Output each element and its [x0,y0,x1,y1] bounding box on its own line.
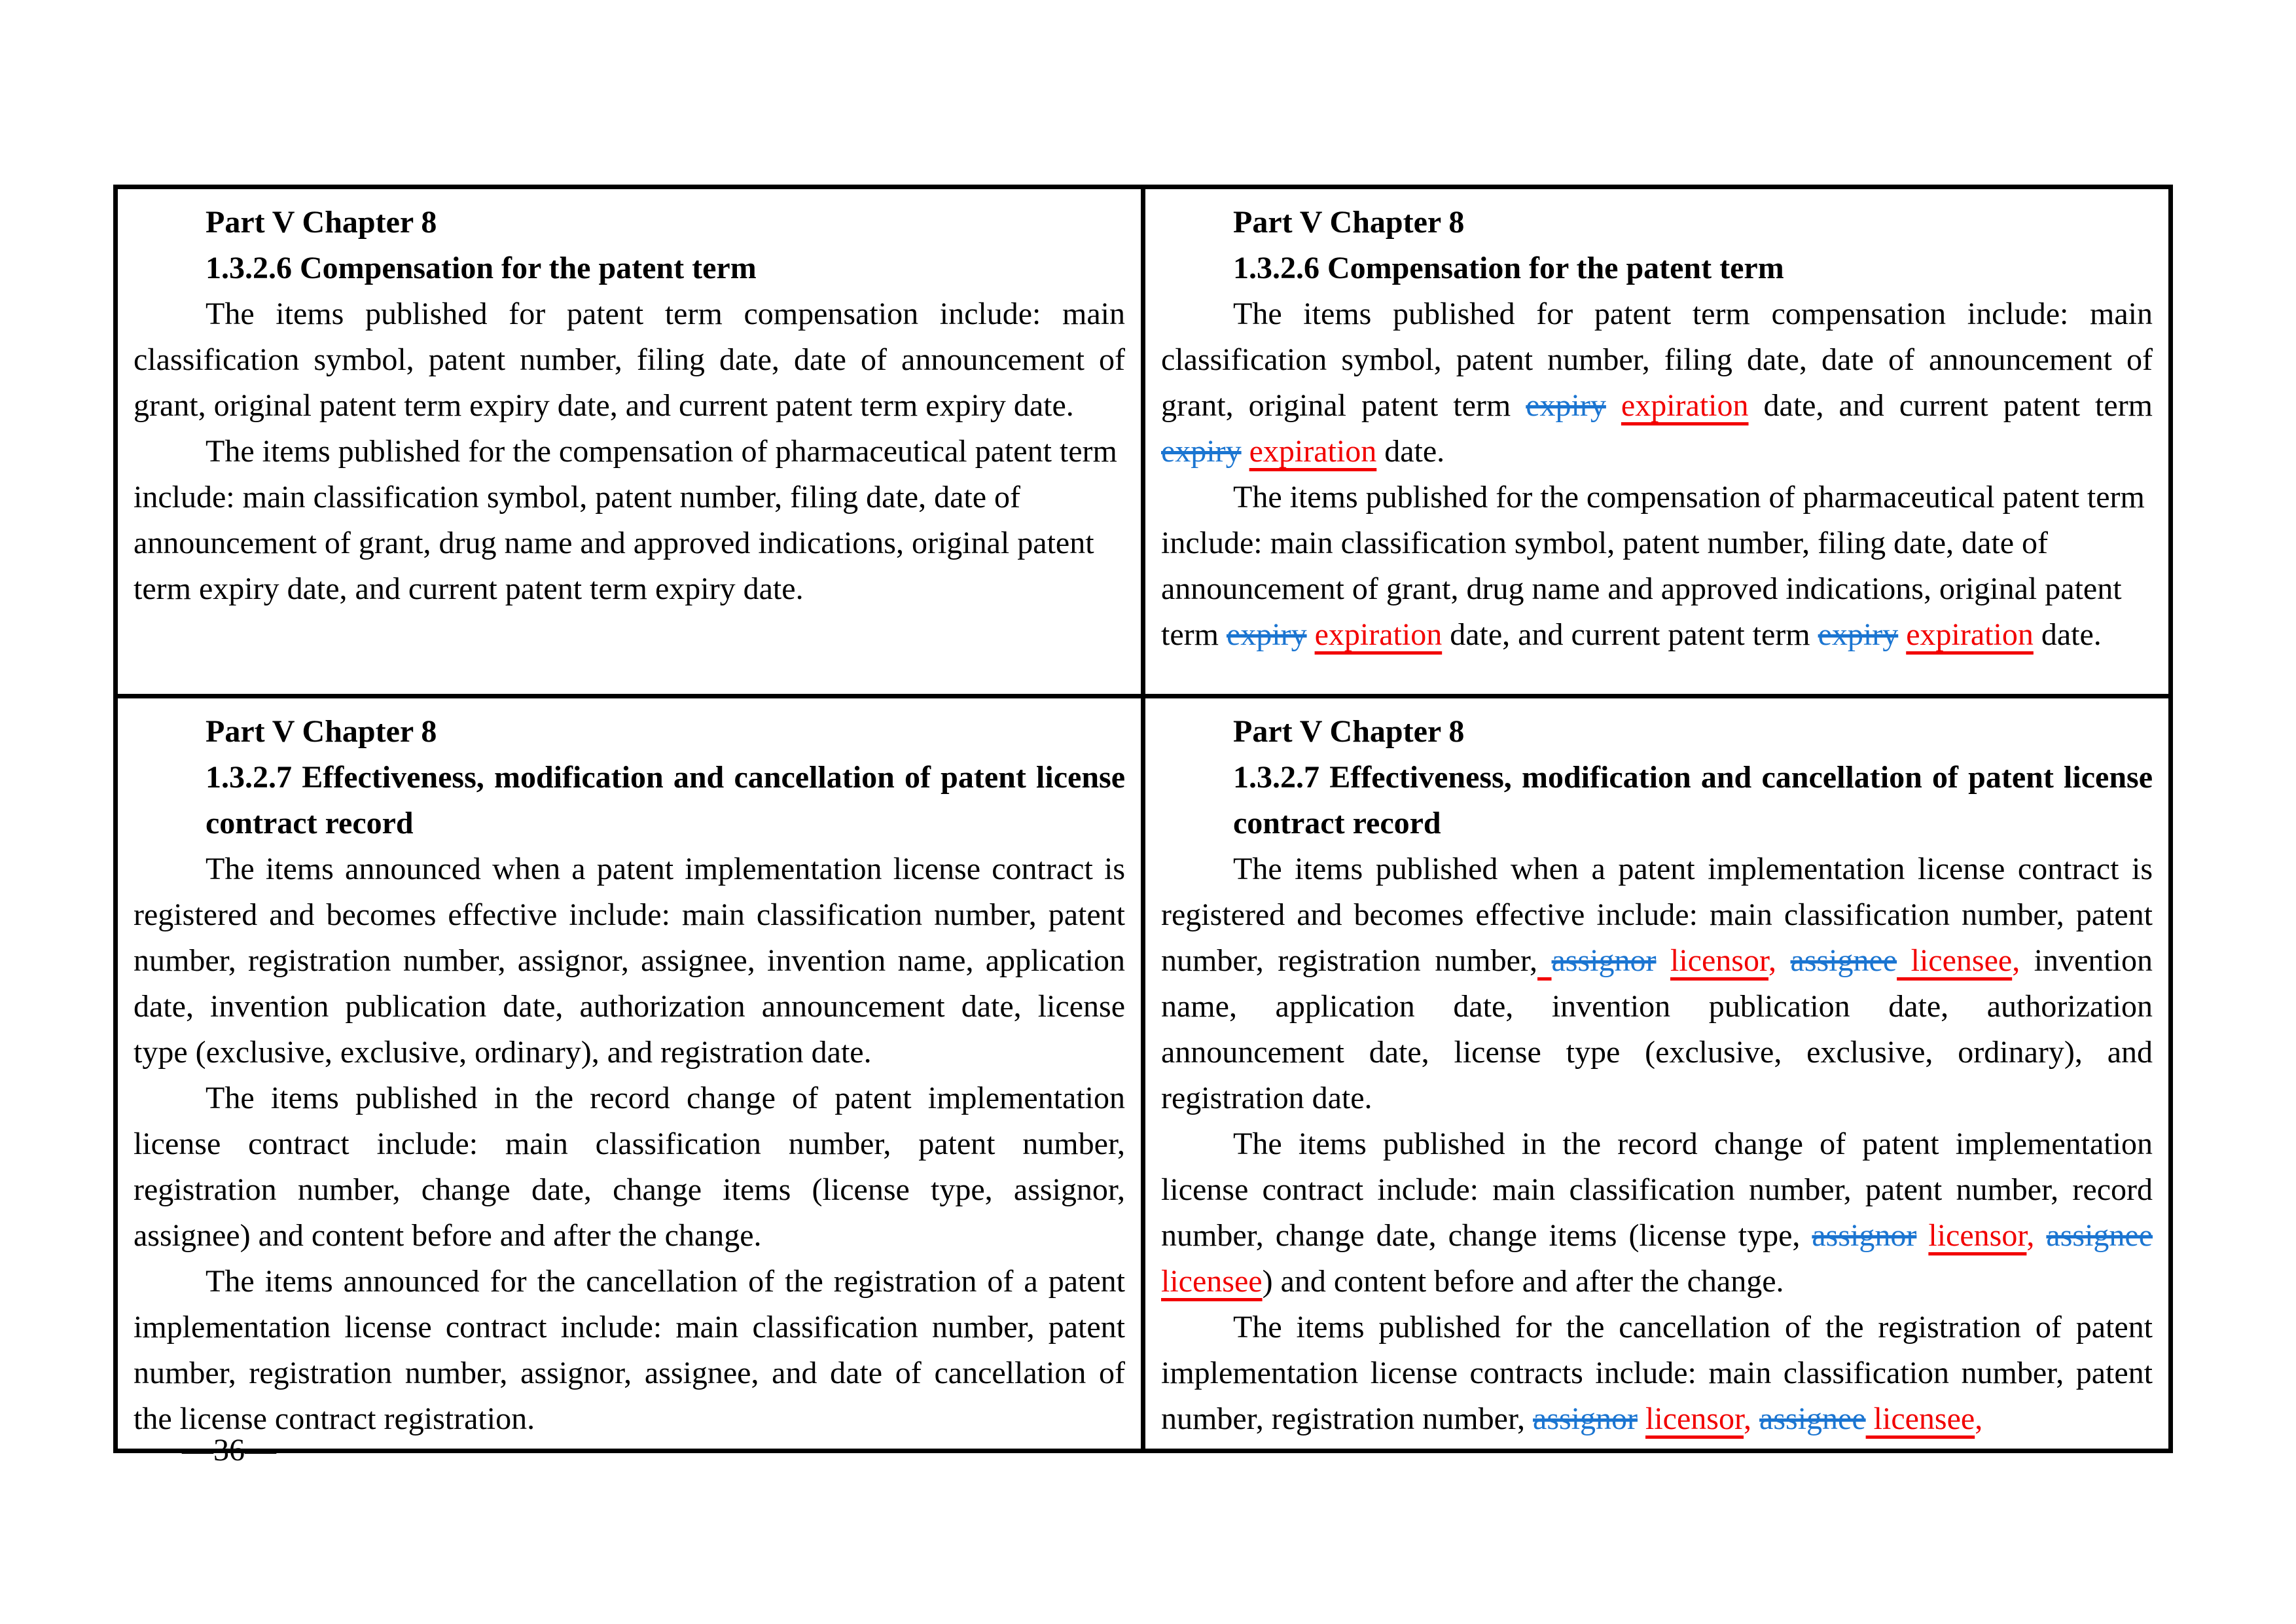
paragraph [1161,475,2153,658]
deleted-text: expiry [1526,388,1606,423]
deleted-text: assignee [1790,943,1897,978]
deleted-text: assignor [1551,943,1657,978]
paragraph [134,429,1125,612]
inserted-punctuation: , [2012,943,2020,978]
paragraph [1161,291,2153,475]
inserted-punctuation: , [2026,1218,2035,1253]
text-run: The items published for patent term compensation include: main classification symbol, patent number, filing date, date of announcement of grant, original patent term [1161,297,2153,423]
revision-comparison-table [113,185,2173,1453]
text-run [1898,617,1906,652]
text-run: The items published for the cancellation of the registration of patent implementation license contracts include: main classification number, patent number, registration number, [1161,1310,2153,1436]
text-run: ) and content before and after the change. [1262,1264,1784,1299]
paragraph [1161,1121,2153,1305]
inserted-punctuation: , [1744,1401,1752,1436]
heading-part-chapter: Part V Chapter 8 [1233,714,1465,749]
heading-part-chapter: Part V Chapter 8 [206,714,437,749]
text-run [1307,617,1315,652]
heading-section-1327: 1.3.2.7 Effectiveness, modification and cancellation of patent license contract record [1233,760,2153,840]
deleted-text: expiry [1226,617,1307,652]
text-run [1776,943,1791,978]
text-run [1638,1401,1645,1436]
heading-section-1327: 1.3.2.7 Effectiveness, modification and cancellation of patent license contract record [206,760,1125,840]
text-run: The items published in the record change of patent implementation license contract include: main classification number, patent number, record number, change date, change items (license type, [1161,1127,2153,1253]
text-run [1751,1401,1759,1436]
text-run [1656,943,1670,978]
text-run: The items announced when a patent implementation license contract is registered and becomes effective include: main classification number, patent number, registration number, assignor, assignee, invention name, application date, invention publication date, authorization announcement date, license type (exclusive, exclusive, ordinary), and registration date. [134,852,1125,1070]
inserted-text: licensee [1897,943,2013,978]
deleted-text: assignor [1533,1401,1638,1436]
text-run: The items published for the compensation of pharmaceutical patent term include: main classification symbol, patent number, filing date, date of announcement of grant, drug name and approved indications, original patent term expiry date, and current patent term expiry date. [134,434,1117,606]
heading-section-1326: 1.3.2.6 Compensation for the patent term [1233,251,1784,285]
table-cell-revised-1327 [1143,696,2171,1451]
inserted-text: licensee [1865,1401,1975,1436]
paragraph [1161,1305,2153,1442]
text-run: date, and current patent term [1748,388,2153,423]
paragraph [134,1075,1125,1259]
inserted-text: expiration [1249,434,1377,469]
inserted-text: licensor [1670,943,1769,978]
deleted-text: assignee [2046,1218,2153,1253]
cell-body [134,291,1125,612]
table-cell-original-1327 [116,696,1143,1451]
cell-body [1161,846,2153,1442]
inserted-punctuation: , [1975,1401,1983,1436]
deleted-text: expiry [1161,434,1242,469]
deleted-text: expiry [1818,617,1899,652]
deleted-text: assignor [1812,1218,1917,1253]
text-run: The items announced for the cancellation of the registration of a patent implementation license contract include: main classification number, patent number, registration number, assignor, assignee, and date of cancellation of the license contract registration. [134,1264,1125,1436]
deleted-text: assignee [1759,1401,1866,1436]
text-run: date. [2033,617,2102,652]
paragraph [134,291,1125,429]
paragraph [134,1259,1125,1442]
cell-body [134,846,1125,1442]
paragraph [134,846,1125,1075]
inserted-text: expiration [1621,388,1749,423]
page-number: —36— [182,1433,276,1468]
heading-part-chapter: Part V Chapter 8 [1233,205,1465,240]
inserted-text: licensor [1645,1401,1744,1436]
text-run: The items published when a patent implementation license contract is registered and becomes effective include: main classification number, patent number, registration number, [1161,852,2153,978]
heading-part-chapter: Part V Chapter 8 [206,205,437,240]
inserted-text [1537,943,1552,978]
text-run: The items published for the compensation of pharmaceutical patent term include: main classification symbol, patent number, filing date, date of announcement of grant, drug name and approved indications, original patent term [1161,480,2145,652]
table-cell-original-1326 [116,187,1143,696]
table-cell-revised-1326 [1143,187,2171,696]
text-run [1242,434,1249,469]
inserted-text: expiration [1314,617,1443,652]
text-run: invention name, application date, invention publication date, authorization announcement date, license type (exclusive, exclusive, ordinary), and registration date. [1161,943,2153,1115]
text-run: date. [1376,434,1445,469]
paragraph [1161,846,2153,1121]
text-run: The items published for patent term compensation include: main classification symbol, patent number, filing date, date of announcement of grant, original patent term expiry date, and current patent term expiry date. [134,297,1125,423]
inserted-text: licensor [1928,1218,2027,1253]
text-run: The items published in the record change of patent implementation license contract include: main classification number, patent number, registration number, change date, change items (license type, assignor, assignee) and content before and after the change. [134,1081,1125,1253]
inserted-text: expiration [1906,617,2034,652]
heading-section-1326: 1.3.2.6 Compensation for the patent term [206,251,757,285]
text-run [2034,1218,2046,1253]
cell-body [1161,291,2153,658]
inserted-punctuation: , [1768,943,1777,978]
text-run [1916,1218,1928,1253]
inserted-text: licensee [1161,1264,1263,1299]
text-run: date, and current patent term [1442,617,1818,652]
text-run [1606,388,1621,423]
